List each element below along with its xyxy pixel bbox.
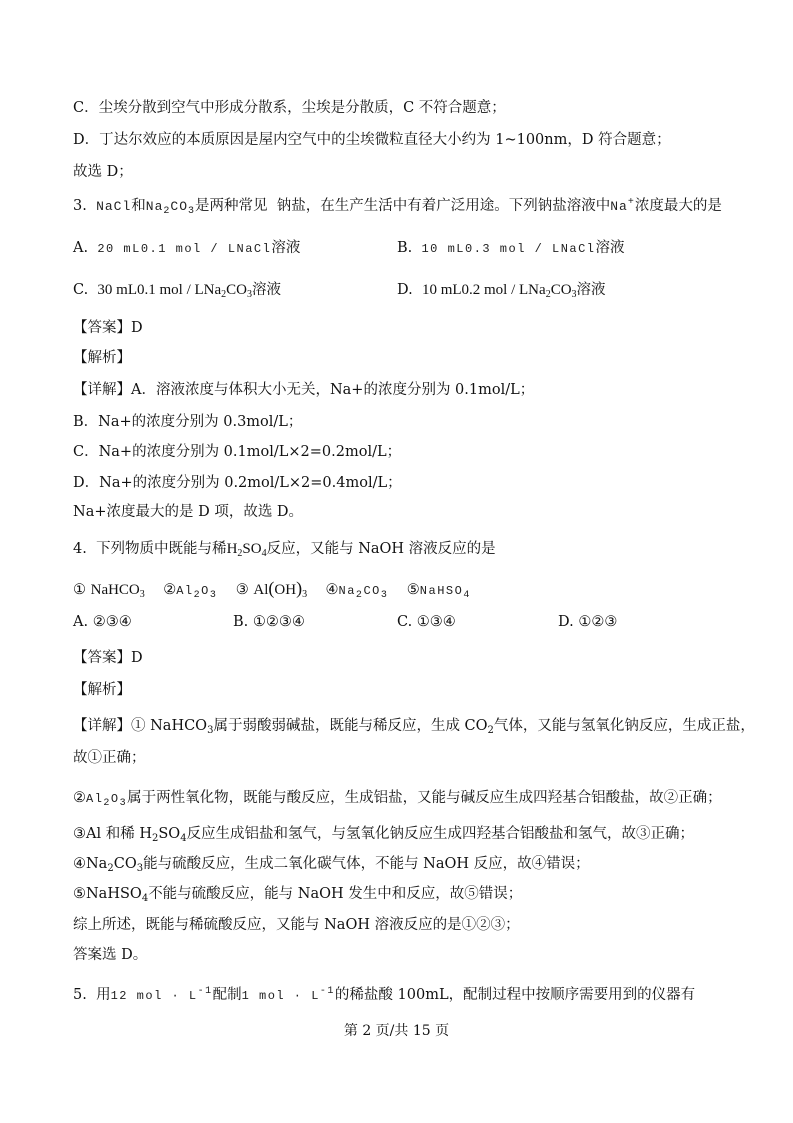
q5-stem-start: 用	[96, 987, 111, 1003]
q4-detail-5: ⑤NaHSO$_4$不能与硫酸反应，能与 NaOH 发生中和反应，故⑤错误；	[73, 886, 523, 904]
q5-concentration-1: 12 mol · $L^{-1}$	[110, 986, 213, 1003]
q3-answer: 【答案】D	[73, 320, 143, 336]
q4-item-2-formula: $Al_2O_3$	[176, 584, 218, 601]
q4-item-5-formula: NaHSO$_4$	[419, 584, 471, 601]
q3-detail-c: C．Na+的浓度分别为 0.1mol/L×2=0.2mol/L；	[73, 444, 402, 460]
q3-option-b-formula: 10 mL0.3 mol / LNaCl	[421, 242, 596, 256]
q4-item-3-marker: ③	[235, 582, 249, 598]
q3-option-c-suffix: 溶液	[252, 282, 281, 298]
q3-option-c	[73, 278, 281, 300]
q3-option-a-label: A.	[73, 240, 89, 256]
q3-stem-mid: 是两种常见	[195, 198, 268, 214]
q3-number: 3.	[73, 198, 87, 214]
q3-option-d-formula: 10 mL0.2 mol / $LNa_2CO_3$	[421, 282, 577, 300]
q3-option-a	[73, 236, 300, 257]
q3-formula-nacl: NaCl	[96, 199, 132, 214]
prev-option-c-explanation: C．尘埃分散到空气中形成分散系，尘埃是分散质，C 不符合题意；	[73, 100, 506, 116]
q4-detail-2: $②Al_2O_3$属于两性氧化物，既能与酸反应，生成铝盐，又能与碱反应生成四羟基合铝酸盐，故②正确；	[73, 790, 722, 809]
q4-detail-3: ③Al 和稀 $H_2SO_4$反应生成铝盐和氢气，与氢氧化钠反应生成四羟基合铝酸盐和氢气，故③正确；	[73, 826, 695, 844]
q4-item-2-marker: ②	[163, 582, 177, 598]
q4-option-a: A. ②③④	[73, 614, 132, 630]
q4-number: 4.	[73, 541, 87, 557]
q3-formula-na2co3: $Na_2CO_3$	[145, 199, 196, 217]
q4-formula-h2so4: $H_2SO_4$	[226, 541, 267, 559]
q5-stem	[73, 983, 695, 1004]
q3-conclusion: Na+浓度最大的是 D 项，故选 D。	[73, 504, 304, 520]
q4-answer: 【答案】D	[73, 650, 143, 666]
q4-items	[73, 578, 471, 601]
q4-item-3-formula: $Al(OH)_3$	[253, 578, 308, 600]
q3-option-a-formula: 20 mL0.1 mol / LNaCl	[97, 242, 272, 256]
q4-stem-end: 反应，又能与 NaOH 溶液反应的是	[266, 541, 496, 557]
q3-stem-end: 浓度最大的是	[634, 198, 722, 214]
q3-option-b-suffix: 溶液	[595, 240, 625, 256]
q4-option-d: D. ①②③	[558, 614, 618, 630]
q4-stem	[73, 537, 496, 559]
q4-analysis-heading: 【解析】	[73, 682, 131, 698]
q4-item-4-formula: $Na_2CO_3$	[338, 584, 389, 601]
q3-formula-na-ion: Na+	[610, 197, 635, 214]
q3-option-b-label: B.	[397, 240, 413, 256]
q4-detail-1-continued: 故①正确；	[73, 750, 146, 766]
q3-detail-b: B．Na+的浓度分别为 0.3mol/L；	[73, 414, 303, 430]
q3-detail-d: D．Na+的浓度分别为 0.2mol/L×2=0.4mol/L；	[73, 475, 402, 491]
q5-number: 5.	[73, 987, 87, 1003]
q4-item-4-marker: ④	[325, 582, 339, 598]
page-footer: 第 2 页/共 15 页	[343, 1023, 450, 1039]
q4-stem-start: 下列物质中既能与稀	[96, 541, 227, 557]
prev-choice: 故选 D；	[73, 164, 133, 180]
q3-analysis-heading: 【解析】	[73, 350, 131, 366]
q4-summary: 综上所述，既能与稀硫酸反应，又能与 NaOH 溶液反应的是①②③；	[73, 917, 520, 933]
q4-detail-1: 【详解】① NaHCO$_3$属于弱酸弱碱盐，既能与稀反应，生成 $CO_2$气体，又能与氢氧化钠反应，生成正盐，	[73, 718, 755, 736]
q3-and: 和	[131, 198, 146, 214]
q4-final-answer: 答案选 D。	[73, 947, 148, 963]
q3-detail-a: 【详解】A．溶液浓度与体积大小无关，Na+的浓度分别为 0.1mol/L；	[73, 382, 535, 398]
q3-option-d-label: D.	[397, 282, 413, 298]
prev-option-d-explanation: D．丁达尔效应的本质原因是屋内空气中的尘埃微粒直径大小约为 1~100nm，D 符合题意；	[73, 132, 671, 148]
q3-option-d-suffix: 溶液	[576, 282, 606, 298]
q3-option-a-suffix: 溶液	[271, 240, 301, 256]
q3-option-d	[397, 278, 606, 300]
q5-stem-end: 的稀盐酸 100mL，配制过程中按顺序需要用到的仪器有	[334, 987, 696, 1003]
q5-stem-mid: 配制	[212, 987, 242, 1003]
q3-option-c-label: C.	[73, 282, 89, 298]
q3-option-c-formula: 30 mL0.1 mol / $LNa_2CO_3$	[97, 282, 252, 300]
q5-concentration-2: 1 mol · $L^{-1}$	[241, 986, 335, 1003]
q4-option-c: C. ①③④	[397, 614, 456, 630]
q3-option-b	[397, 236, 625, 257]
q4-item-5-marker: ⑤	[406, 582, 420, 598]
q4-option-b: B. ①②③④	[233, 614, 305, 630]
q4-item-1-marker: ①	[73, 582, 86, 598]
q4-detail-4: $④Na_2CO_3$能与硫酸反应，生成二氧化碳气体，不能与 NaOH 反应，故④错误；	[73, 856, 590, 874]
q3-stem-mid2: 钠盐，在生产生活中有着广泛用途。下列钠盐溶液中	[276, 198, 611, 214]
q3-stem	[73, 194, 722, 217]
q4-item-1-formula: NaHCO$_3$	[90, 582, 145, 600]
